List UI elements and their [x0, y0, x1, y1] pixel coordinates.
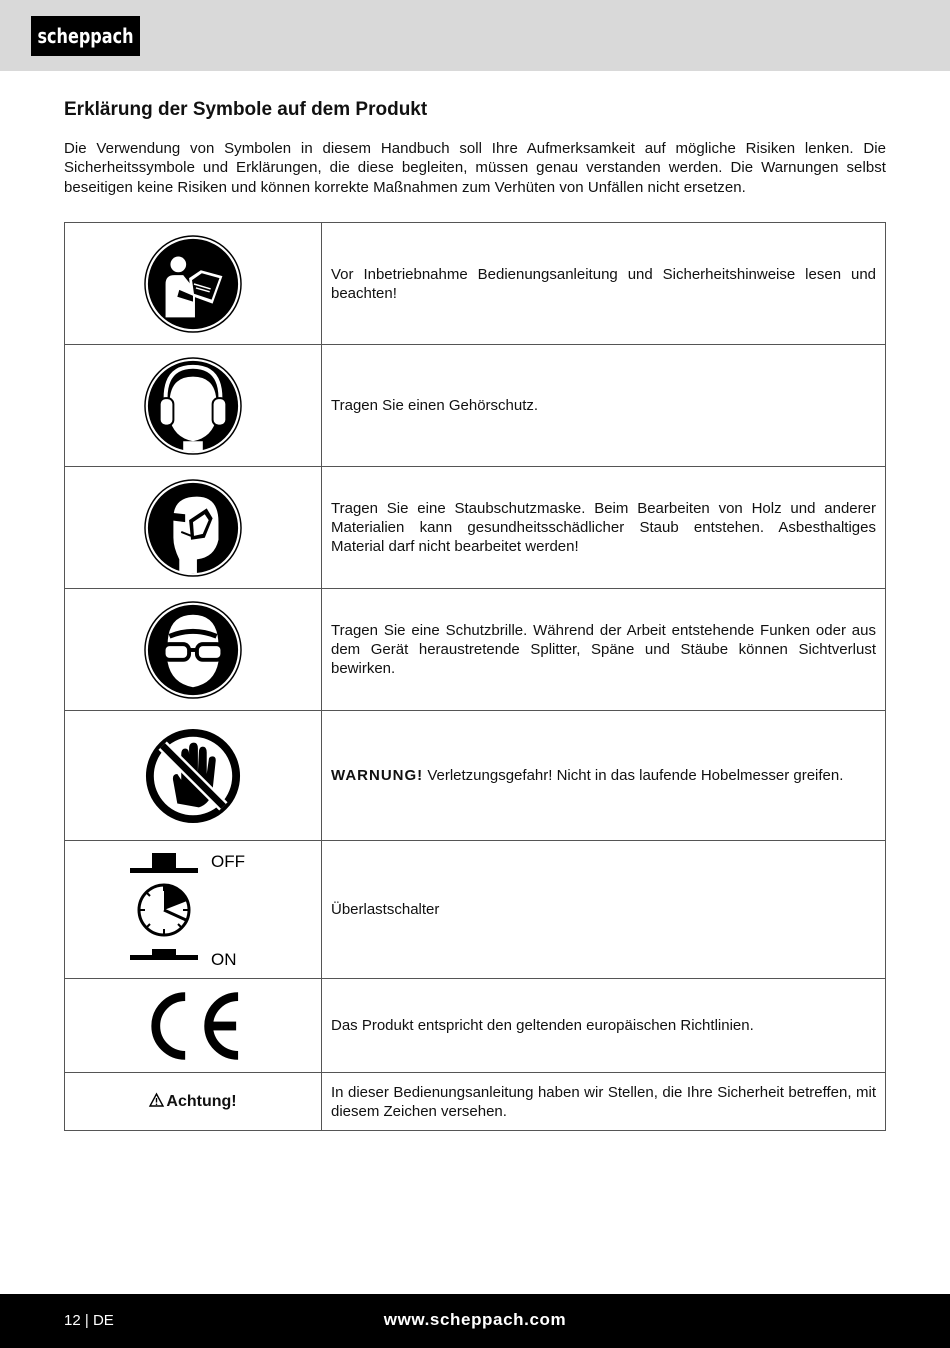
table-row — [65, 223, 886, 345]
symbol-cell — [65, 589, 322, 711]
off-label: OFF — [211, 851, 245, 871]
on-label: ON — [211, 949, 237, 969]
symbol-description: Vor Inbetriebnahme Bedienungsanleitung und Sicherheitshinweise lesen und beachten! — [322, 223, 886, 345]
table-row — [65, 841, 886, 979]
page-number: 12 — [64, 1312, 81, 1329]
main-content — [64, 98, 886, 197]
symbol-cell — [65, 841, 322, 979]
symbol-cell — [65, 345, 322, 467]
symbol-cell — [65, 223, 322, 345]
warning-text: Verletzungsgefahr! Nicht in das laufende Hobelmesser greifen. — [427, 767, 844, 784]
language-code: DE — [92, 1312, 114, 1329]
no-hand-icon — [144, 727, 242, 825]
symbol-cell — [65, 1073, 322, 1131]
table-row — [65, 1073, 886, 1131]
table-row — [65, 589, 886, 711]
safety-glasses-icon — [144, 601, 242, 699]
table-row — [65, 711, 886, 841]
scheppach-logo — [31, 16, 140, 56]
symbol-description: Tragen Sie einen Gehörschutz. — [322, 345, 886, 467]
separator: | — [84, 1312, 93, 1329]
warning-word: WARNUNG! — [331, 767, 424, 784]
page-title: Erklärung der Symbole auf dem Produkt — [64, 99, 428, 120]
website-url: www.scheppach.com — [383, 1310, 567, 1329]
hearing-protection-icon — [144, 357, 242, 455]
symbol-cell — [65, 979, 322, 1073]
table-row — [65, 467, 886, 589]
symbol-cell — [65, 711, 322, 841]
footer-bar — [0, 1294, 950, 1348]
table-row — [65, 979, 886, 1073]
symbol-description: Tragen Sie eine Staubschutzmaske. Beim Bearbeiten von Holz und anderer Materialien kann gesundheitsschädlicher Staub entstehen. Asbesthaltiges Material darf nicht bearbeitet werden! — [322, 467, 886, 589]
dust-mask-icon — [144, 479, 242, 577]
header-bar — [0, 0, 950, 71]
overload-switch-icon — [128, 850, 258, 970]
symbols-table — [64, 222, 886, 1131]
symbol-description: Das Produkt entspricht den geltenden europäischen Richtlinien. — [322, 979, 886, 1073]
read-manual-icon — [144, 235, 242, 333]
achtung-text: Achtung! — [166, 1092, 237, 1110]
table-row — [65, 345, 886, 467]
symbol-description: Tragen Sie eine Schutzbrille. Während der Arbeit entstehende Funken oder aus dem Gerät heraustretende Splitter, Späne und Stäube können Sichtverlust bewirken. — [322, 589, 886, 711]
symbol-description: In dieser Bedienungsanleitung haben wir Stellen, die Ihre Sicherheit betreffen, mit diesem Zeichen versehen. — [322, 1073, 886, 1131]
symbol-description — [322, 711, 886, 841]
svg-text:scheppach: scheppach — [37, 24, 134, 48]
achtung-label — [149, 1093, 236, 1110]
ce-mark-icon — [144, 990, 242, 1062]
warning-triangle-icon — [149, 1093, 164, 1107]
symbol-description: Überlastschalter — [322, 841, 886, 979]
intro-paragraph: Die Verwendung von Symbolen in diesem Handbuch soll Ihre Aufmerksamkeit auf mögliche Risiken lenken. Die Sicherheitssymbole und Erklärungen, die diese begleiten, müssen genau verstanden werden. Die Warnungen selbst beseitigen keine Risiken und können korrekte Maßnahmen zum Verhüten von Unfällen nicht ersetzen. — [64, 140, 886, 196]
symbol-cell — [65, 467, 322, 589]
